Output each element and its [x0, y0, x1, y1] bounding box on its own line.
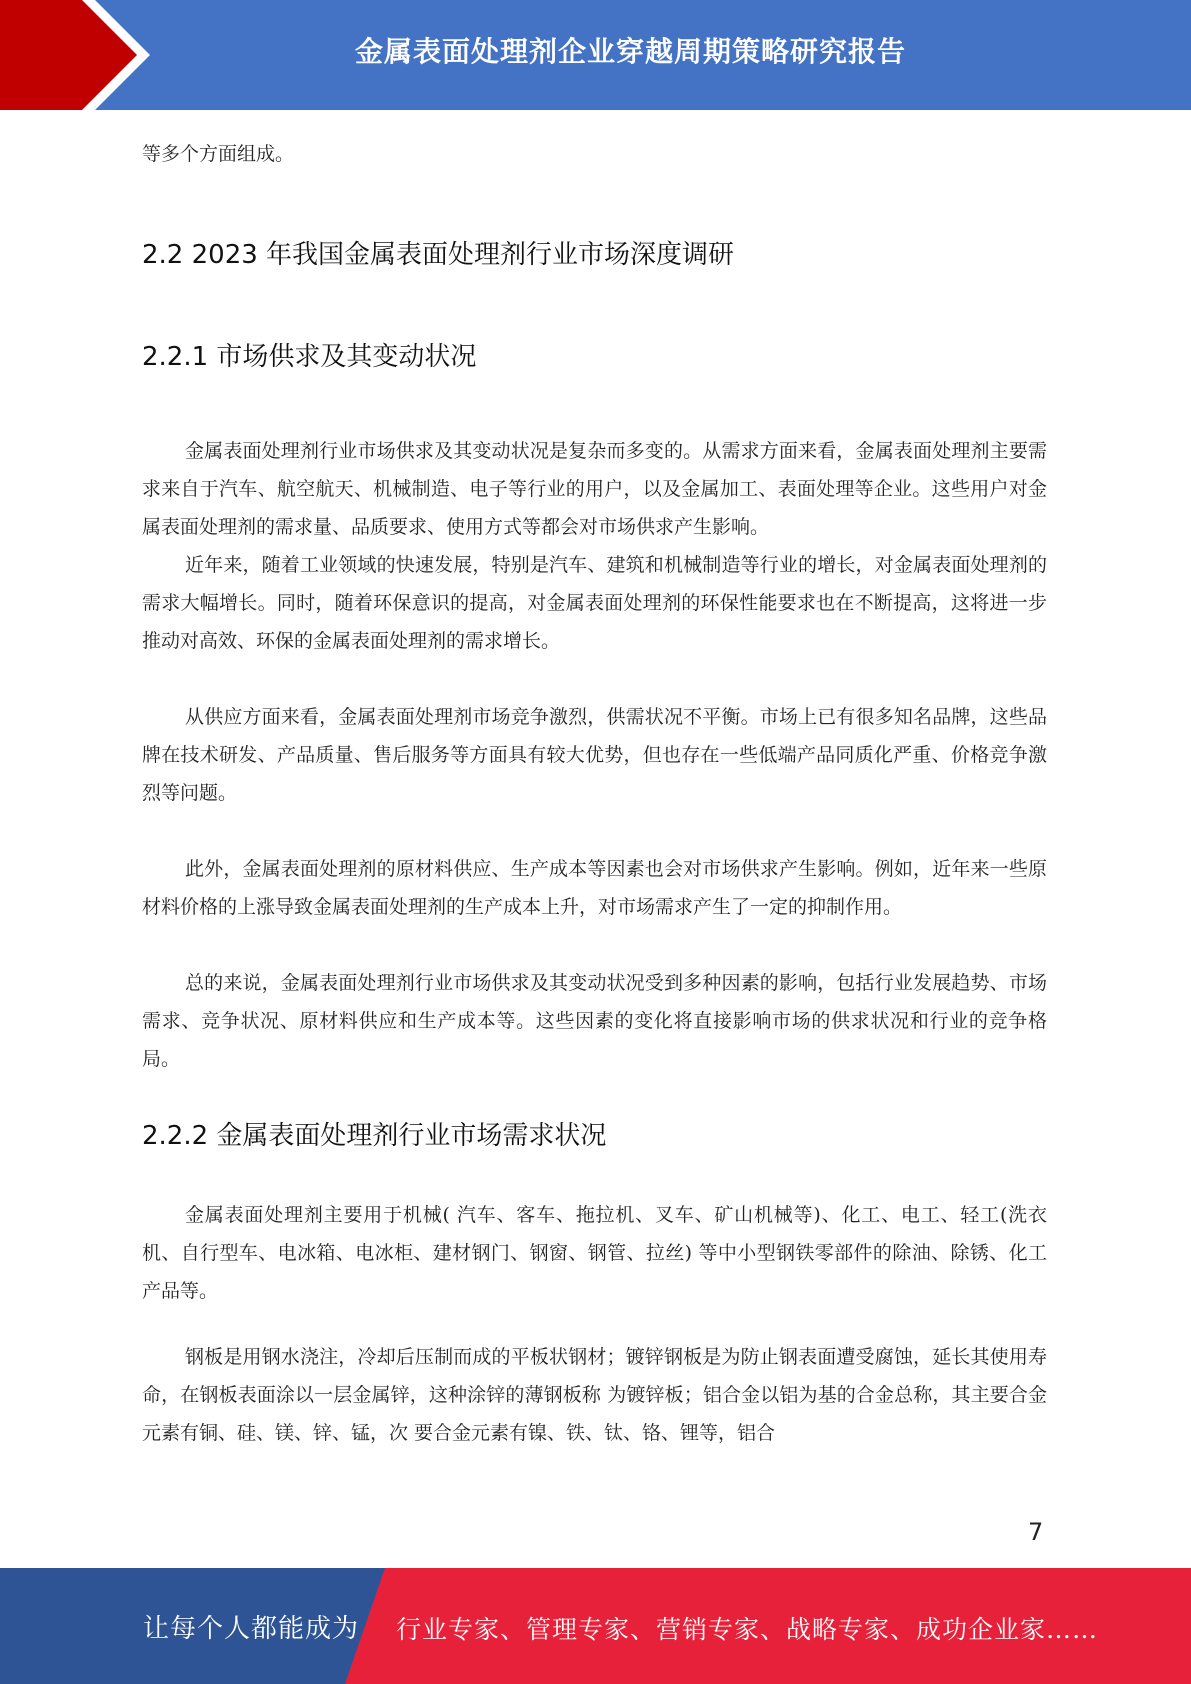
paragraph-continuation: 等多个方面组成。: [142, 143, 295, 165]
paragraph: 近年来，随着工业领域的快速发展，特别是汽车、建筑和机械制造等行业的增长，对金属表面处理剂的需求大幅增长。同时，随着环保意识的提高，对金属表面处理剂的环保性能要求也在不断提高，这将进一步推动对高效、环保的金属表面处理剂的需求增长。: [142, 554, 1047, 652]
section-heading-2-2-1: 2.2.1 市场供求及其变动状况: [142, 342, 477, 372]
page-footer: [0, 1568, 1191, 1684]
report-title: 金属表面处理剂企业穿越周期策略研究报告: [354, 35, 906, 68]
section-heading-2-2-2: 2.2.2 金属表面处理剂行业市场需求状况: [142, 1121, 607, 1151]
document-body: [142, 135, 1047, 1452]
paragraph: 金属表面处理剂行业市场供求及其变动状况是复杂而多变的。从需求方面来看，金属表面处理剂主要需求来自于汽车、航空航天、机械制造、电子等行业的用户，以及金属加工、表面处理等企业。这些用户对金属表面处理剂的需求量、品质要求、使用方式等都会对市场供求产生影响。: [142, 440, 1047, 538]
page-number: 7: [1028, 1518, 1044, 1546]
section-heading-2-2: 2.2 2023 年我国金属表面处理剂行业市场深度调研: [142, 240, 735, 270]
paragraph: 从供应方面来看，金属表面处理剂市场竞争激烈，供需状况不平衡。市场上已有很多知名品牌，这些品牌在技术研发、产品质量、售后服务等方面具有较大优势，但也存在一些低端产品同质化严重、价格竞争激烈等问题。: [142, 706, 1047, 804]
paragraph: 总的来说，金属表面处理剂行业市场供求及其变动状况受到多种因素的影响，包括行业发展趋势、市场需求、竞争状况、原材料供应和生产成本等。这些因素的变化将直接影响市场的供求状况和行业的竞争格局。: [142, 972, 1047, 1070]
footer-slogan-right: 行业专家、管理专家、营销专家、战略专家、成功企业家……: [396, 1615, 1099, 1644]
page-header: [0, 0, 1191, 110]
paragraph: 金属表面处理剂主要用于机械( 汽车、客车、拖拉机、叉车、矿山机械等)、化工、电工、轻工(洗衣机、自行型车、电冰箱、电冰柜、建材钢门、钢窗、钢管、拉丝) 等中小型钢铁零部件的除油、除锈、化工产品等。: [142, 1204, 1047, 1302]
footer-slogan-left: 让每个人都能成为: [143, 1614, 360, 1644]
paragraph: 钢板是用钢水浇注，冷却后压制而成的平板状钢材；镀锌钢板是为防止钢表面遭受腐蚀，延长其使用寿命，在钢板表面涂以一层金属锌，这种涂锌的薄钢板称 为镀锌板；铝合金以铝为基的合金总称，其主要合金元素有铜、硅、镁、锌、锰，次 要合金元素有镍、铁、钛、铬、锂等，铝合: [142, 1346, 1047, 1444]
paragraph: 此外，金属表面处理剂的原材料供应、生产成本等因素也会对市场供求产生影响。例如，近年来一些原材料价格的上涨导致金属表面处理剂的生产成本上升，对市场需求产生了一定的抑制作用。: [142, 858, 1047, 918]
